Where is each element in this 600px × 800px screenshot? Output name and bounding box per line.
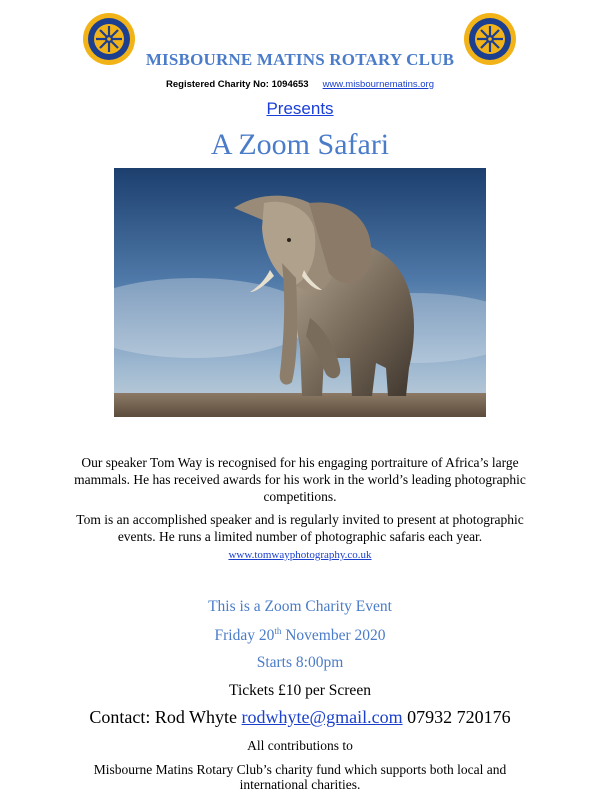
event-date-suffix: th [274,626,282,636]
speaker-details [70,511,530,564]
club-website-link[interactable]: www.misbournematins.org [322,79,434,90]
club-name: MISBOURNE MATINS ROTARY CLUB [145,50,455,69]
contact-line [0,707,600,728]
charity-number: Registered Charity No: 1094653 [166,79,309,90]
contact-phone: 07932 720176 [407,707,511,727]
zoom-event-line: This is a Zoom Charity Event [208,598,392,615]
event-date-day: Friday 20 [214,627,275,645]
presents-heading [0,99,600,119]
contact-email-link[interactable]: rodwhyte@gmail.com [241,707,403,727]
charity-line [0,79,600,90]
speaker-details-text: Tom is an accomplished speaker and is regularly invited to present at photographic events. He runs a limited number of photographic safaris each year. [76,512,524,544]
speaker-website-link[interactable]: www.tomwayphotography.co.uk [228,549,372,561]
charity-fund-text: Misbourne Matins Rotary Club’s charity fund which supports both local and international charities. [93,762,507,792]
presents-text: Presents [266,99,334,118]
ticket-price: Tickets £10 per Screen [229,682,371,699]
speaker-description: Our speaker Tom Way is recognised for his engaging portraiture of Africa’s large mammals. He has received awards for his work in the world’s leading photographic competitions. [74,455,526,504]
event-date [0,626,600,645]
event-start-time: Starts 8:00pm [256,654,344,671]
contact-label: Contact: Rod Whyte [89,707,238,727]
event-title: A Zoom Safari [210,128,390,161]
event-date-rest: November 2020 [281,627,386,645]
elephant-photo [114,168,486,417]
contributions-line: All contributions to [247,738,353,753]
